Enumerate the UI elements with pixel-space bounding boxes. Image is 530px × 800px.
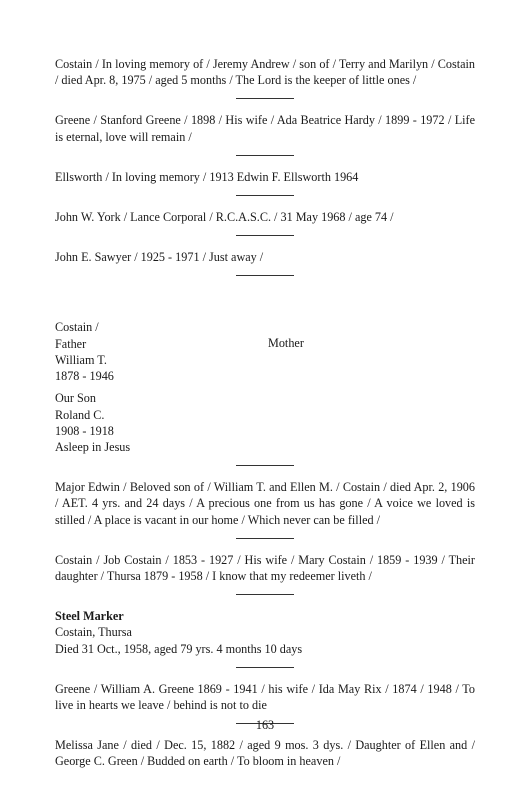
entry-greene-stanford: Greene / Stanford Greene / 1898 / His wife / Ada Beatrice Hardy / 1899 - 1972 / Life is eternal, love will remain / (55, 113, 475, 144)
page-number: 163 (255, 718, 275, 732)
costain-stone-header (55, 319, 475, 384)
separator-rule (236, 594, 294, 595)
separator-rule (236, 98, 294, 99)
separator-rule (236, 275, 294, 276)
costain-line: William T. (55, 352, 107, 367)
separator-rule (236, 465, 294, 466)
entry-job-costain: Costain / Job Costain / 1853 - 1927 / His wife / Mary Costain / 1859 - 1939 / Their daughter / Thursa 1879 - 1958 / I know that my redeemer liveth / (55, 552, 475, 584)
costain-son-line: Our Son (55, 391, 96, 406)
page-content (55, 56, 475, 770)
entry-major-edwin: Major Edwin / Beloved son of / William T. and Ellen M. / Costain / died Apr. 2, 1906 / AET. 4 yrs. and 24 days / A precious one from us has gone / A voice we loved is stilled / A place is vacant in our home / Which never can be filled / (55, 480, 475, 527)
steel-marker-line: Costain, Thursa (55, 625, 132, 640)
separator-rule (236, 155, 294, 156)
costain-son-line: Roland C. (55, 407, 105, 422)
costain-line: 1878 - 1946 (55, 369, 114, 384)
entry-sawyer: John E. Sawyer / 1925 - 1971 / Just away / (55, 250, 264, 265)
costain-father-block (55, 319, 205, 384)
costain-line: Costain / (55, 320, 99, 335)
entry-york: John W. York / Lance Corporal / R.C.A.S.C. / 31 May 1968 / age 74 / (55, 210, 394, 225)
entry-ellsworth: Ellsworth / In loving memory / 1913 Edwin F. Ellsworth 1964 (55, 169, 359, 184)
entry-costain-jeremy: Costain / In loving memory of / Jeremy Andrew / son of / Terry and Marilyn / Costain / died Apr. 8, 1975 / aged 5 months / The Lord is the keeper of little ones / (55, 57, 475, 88)
costain-mother-label: Mother (268, 336, 304, 351)
blank-space (55, 289, 475, 319)
separator-rule (236, 538, 294, 539)
costain-son-block (55, 390, 475, 455)
steel-marker-heading: Steel Marker (55, 609, 124, 624)
separator-rule (236, 195, 294, 196)
costain-son-line: 1908 - 1918 (55, 423, 114, 438)
entry-melissa-jane: Melissa Jane / died / Dec. 15, 1882 / aged 9 mos. 3 dys. / Daughter of Ellen and / George C. Green / Budded on earth / To bloom in heaven / (55, 738, 475, 769)
costain-son-line: Asleep in Jesus (55, 440, 131, 455)
entry-greene-william: Greene / William A. Greene 1869 - 1941 / his wife / Ida May Rix / 1874 / 1948 / To live in hearts we leave / behind is not to die (55, 681, 475, 713)
steel-marker-line: Died 31 Oct., 1958, aged 79 yrs. 4 months 10 days (55, 641, 303, 656)
separator-rule (236, 667, 294, 668)
costain-line: Father (55, 336, 87, 351)
separator-rule (236, 235, 294, 236)
